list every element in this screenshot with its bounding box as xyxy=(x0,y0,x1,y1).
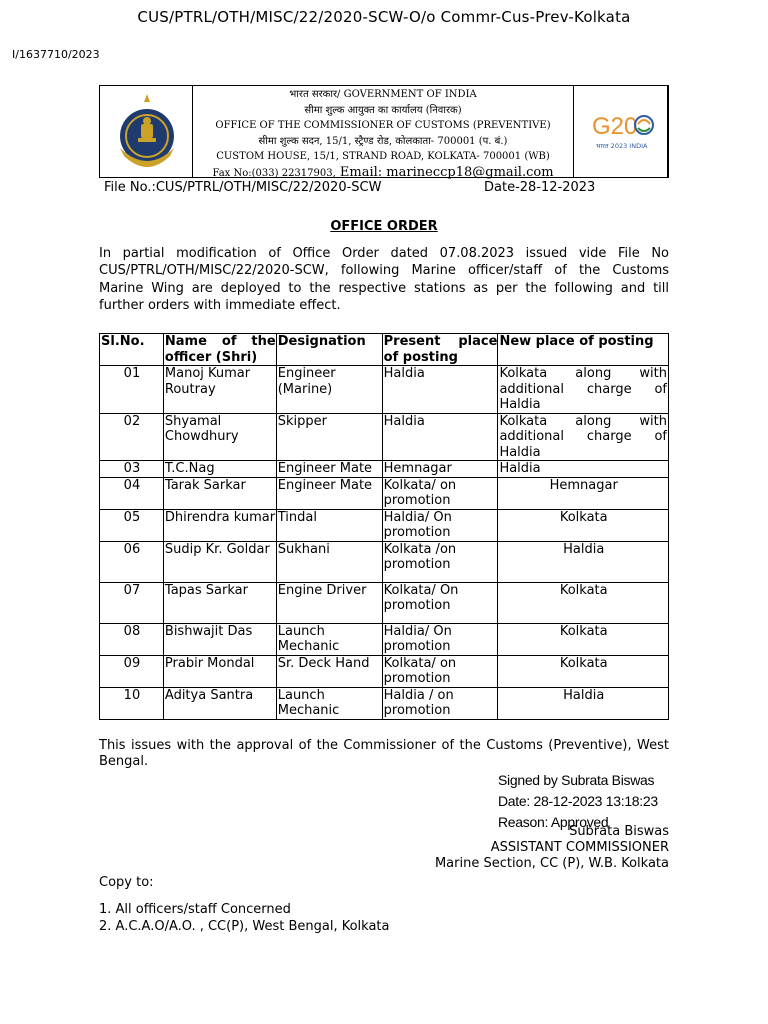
cell-new-posting: Hemnagar xyxy=(498,477,669,509)
cell-present-posting: Haldia/ On promotion xyxy=(382,623,498,655)
signature-date: Date: 28-12-2023 13:18:23 xyxy=(498,793,658,809)
address-line: CUSTOM HOUSE, 15/1, STRAND ROAD, KOLKATA- 700001 (WB) xyxy=(216,151,550,162)
cell-new-posting: Haldia xyxy=(498,461,669,478)
customs-emblem-icon xyxy=(100,86,193,179)
fax-number: Fax No:(033) 22317903, xyxy=(212,167,336,179)
reference-number: I/1637710/2023 xyxy=(12,48,100,61)
cell-present-posting: Haldia xyxy=(382,366,498,414)
copy-list xyxy=(99,901,390,935)
table-row xyxy=(100,413,669,461)
table-row xyxy=(100,541,669,582)
cell-present-posting: Kolkata/ on promotion xyxy=(382,655,498,687)
cell-new-posting: Haldia xyxy=(498,541,669,582)
cell-designation: Sukhani xyxy=(276,541,382,582)
table-row xyxy=(100,687,669,719)
cell-name: Tapas Sarkar xyxy=(163,582,276,623)
posting-table xyxy=(99,333,669,720)
header-present-posting: Present place of posting xyxy=(383,334,498,365)
cell-sl-no: 02 xyxy=(100,413,164,461)
cell-new-posting: Haldia xyxy=(498,687,669,719)
cell-present-posting: Haldia / on promotion xyxy=(382,687,498,719)
table-body xyxy=(100,366,669,720)
cell-sl-no: 06 xyxy=(100,541,164,582)
cell-sl-no: 09 xyxy=(100,655,164,687)
copy-list-item: 1. All officers/staff Concerned xyxy=(99,902,291,917)
cell-name: Dhirendra kumar xyxy=(163,509,276,541)
cell-sl-no: 08 xyxy=(100,623,164,655)
cell-name: Bishwajit Das xyxy=(163,623,276,655)
g20-logo-text: G20 xyxy=(592,113,638,140)
cell-present-posting: Kolkata/ On promotion xyxy=(382,582,498,623)
cell-designation: Engineer Mate xyxy=(276,461,382,478)
table-row xyxy=(100,477,669,509)
copy-to-label: Copy to: xyxy=(99,875,154,890)
cell-sl-no: 07 xyxy=(100,582,164,623)
cell-designation: Launch Mechanic xyxy=(276,623,382,655)
table-row xyxy=(100,582,669,623)
header-designation: Designation xyxy=(276,334,382,366)
cell-new-posting: Kolkata xyxy=(498,582,669,623)
office-address-cell xyxy=(193,86,574,180)
table-row xyxy=(100,366,669,414)
top-reference: CUS/PTRL/OTH/MISC/22/2020-SCW-O/o Commr-Cus-Prev-Kolkata xyxy=(137,8,631,26)
cell-new-posting: Kolkata xyxy=(498,655,669,687)
table-row xyxy=(100,509,669,541)
office-hindi-line: सीमा शुल्क आयुक्त का कार्यालय (निवारक) xyxy=(304,104,462,116)
header-new-posting: New place of posting xyxy=(498,334,669,366)
order-date: Date-28-12-2023 xyxy=(484,180,596,195)
table-row xyxy=(100,655,669,687)
cell-name: Manoj Kumar Routray xyxy=(163,366,276,414)
cell-name: T.C.Nag xyxy=(163,461,276,478)
signatory-name: Subrata Biswas xyxy=(569,824,669,839)
cell-designation: Tindal xyxy=(276,509,382,541)
cell-present-posting: Kolkata/ on promotion xyxy=(382,477,498,509)
signatory-block xyxy=(435,824,669,872)
email-address[interactable]: Email: marineccp18@gmail.com xyxy=(335,164,554,180)
cell-name: Prabir Mondal xyxy=(163,655,276,687)
cell-new-posting: Kolkata xyxy=(498,623,669,655)
intro-paragraph: In partial modification of Office Order dated 07.08.2023 issued vide File No CUS/PTRL/OTH/MISC/22/2020-SCW, following Marine officer/staff of the Customs Marine Wing are deployed to the respective stations as per the following and till further orders with immediate effect. xyxy=(99,246,669,313)
cell-designation: Launch Mechanic xyxy=(276,687,382,719)
page-title: OFFICE ORDER xyxy=(330,219,438,234)
cell-new-posting: Kolkata xyxy=(498,509,669,541)
closing-paragraph: This issues with the approval of the Commissioner of the Customs (Preventive), West Bengal. xyxy=(99,738,669,769)
govt-line: भारत सरकार/ GOVERNMENT OF INDIA xyxy=(289,89,477,100)
signature-reason: Reason: Approved xyxy=(498,814,609,830)
cell-present-posting: Haldia xyxy=(382,413,498,461)
cell-designation: Skipper xyxy=(276,413,382,461)
g20-logo-cell xyxy=(574,86,668,177)
cell-present-posting: Haldia/ On promotion xyxy=(382,509,498,541)
cell-designation: Engine Driver xyxy=(276,582,382,623)
copy-list-item: 2. A.C.A.O/A.O. , CC(P), West Bengal, Kolkata xyxy=(99,919,390,934)
cell-name: Tarak Sarkar xyxy=(163,477,276,509)
cell-designation: Sr. Deck Hand xyxy=(276,655,382,687)
cell-sl-no: 05 xyxy=(100,509,164,541)
header-sl-no: Sl.No. xyxy=(100,334,164,366)
g20-logo-icon xyxy=(574,86,668,179)
signatory-designation: ASSISTANT COMMISSIONER xyxy=(490,840,669,855)
file-number: File No.:CUS/PTRL/OTH/MISC/22/2020-SCW xyxy=(104,180,382,195)
office-name-line: OFFICE OF THE COMMISSIONER OF CUSTOMS (PREVENTIVE) xyxy=(215,120,551,131)
signatory-section: Marine Section, CC (P), W.B. Kolkata xyxy=(434,856,669,871)
cell-present-posting: Hemnagar xyxy=(382,461,498,478)
cell-sl-no: 01 xyxy=(100,366,164,414)
cell-designation: Engineer Mate xyxy=(276,477,382,509)
table-row xyxy=(100,461,669,478)
table-row xyxy=(100,623,669,655)
cell-sl-no: 10 xyxy=(100,687,164,719)
cell-name: Sudip Kr. Goldar xyxy=(163,541,276,582)
cell-name: Aditya Santra xyxy=(163,687,276,719)
address-hindi-line: सीमा शुल्क सदन, 15/1, स्ट्रैण्ड रोड, कोलकाता- 700001 (प. बं.) xyxy=(258,135,508,147)
cell-new-posting: Kolkata along with additional charge of Haldia xyxy=(499,413,667,460)
emblem-cell xyxy=(100,86,193,177)
cell-present-posting: Kolkata /on promotion xyxy=(382,541,498,582)
fax-email-line xyxy=(193,165,573,182)
letterhead xyxy=(99,85,669,178)
cell-designation: Engineer (Marine) xyxy=(276,366,382,414)
table-header-row xyxy=(100,334,669,366)
cell-name: Shyamal Chowdhury xyxy=(163,413,276,461)
cell-new-posting: Kolkata along with additional charge of Haldia xyxy=(499,366,667,412)
cell-sl-no: 03 xyxy=(100,461,164,478)
header-name: Name of the officer (Shri) xyxy=(164,334,276,365)
cell-sl-no: 04 xyxy=(100,477,164,509)
signed-by: Signed by Subrata Biswas xyxy=(498,772,655,788)
g20-logo-subtext: भारत 2023 INDIA xyxy=(596,142,648,150)
